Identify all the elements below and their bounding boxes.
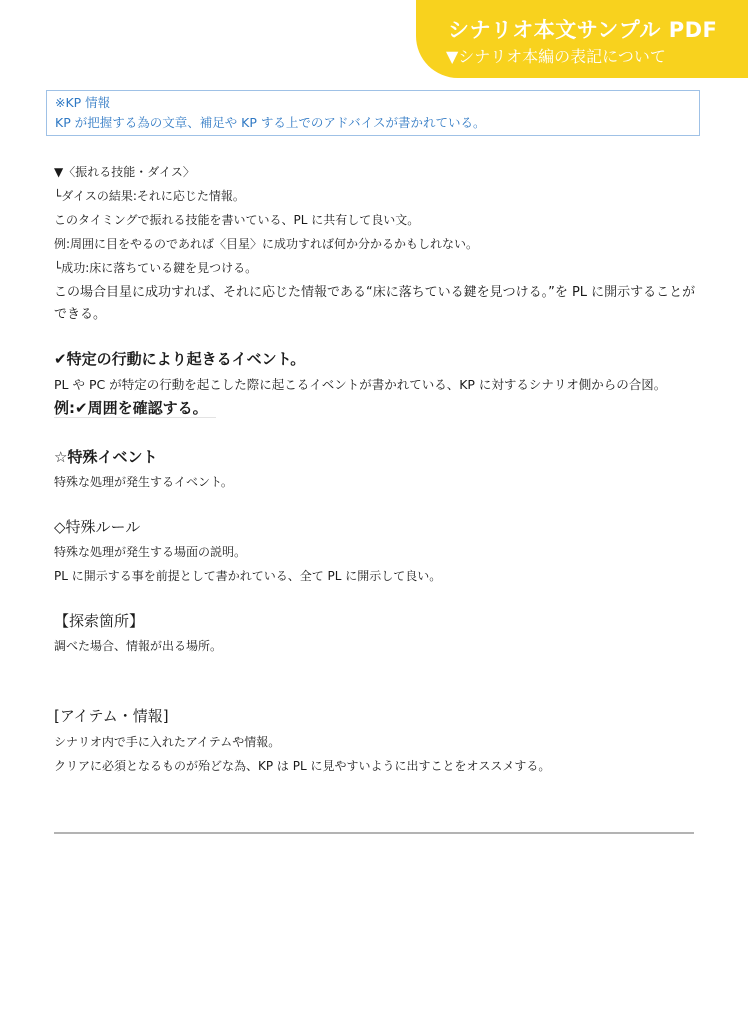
- special-rule-heading: ◇特殊ルール: [54, 518, 141, 536]
- skill-line-2: このタイミングで振れる技能を書いている、PL に共有して良い文。: [54, 213, 420, 227]
- event-text: PL や PC が特定の行動を起こした際に起こるイベントが書かれている、KP に対するシナリオ側からの合図。: [54, 377, 667, 392]
- event-example-text: 例:✔周囲を確認する。: [54, 399, 216, 418]
- skill-line-1: └ダイスの結果:それに応じた情報。: [54, 189, 245, 203]
- skill-heading: ▼〈振れる技能・ダイス〉: [54, 165, 195, 179]
- event-heading: ✔特定の行動により起きるイベント。: [54, 350, 306, 368]
- skill-line-4: └成功:床に落ちている鍵を見つける。: [54, 261, 258, 275]
- item-heading: [アイテム・情報]: [54, 707, 169, 725]
- search-text: 調べた場合、情報が出る場所。: [54, 639, 223, 653]
- event-example: [54, 399, 216, 417]
- special-event-text: 特殊な処理が発生するイベント。: [54, 475, 233, 489]
- special-rule-line-1: 特殊な処理が発生する場面の説明。: [54, 545, 247, 559]
- bottom-divider: [54, 832, 694, 834]
- kp-info-box: [46, 90, 700, 136]
- kp-info-title: ※KP 情報: [55, 95, 111, 110]
- skill-line-5: この場合目星に成功すれば、それに応じた情報である“床に落ちている鍵を見つける。”を PL に開示することができる。: [54, 285, 696, 322]
- document-title: シナリオ本文サンプル PDF: [448, 18, 718, 42]
- skill-line-3: 例:周囲に目をやるのであれば〈目星〉に成功すれば何か分かるかもしれない。: [54, 237, 479, 251]
- search-heading: 【探索箇所】: [54, 612, 145, 630]
- special-event-heading: ☆特殊イベント: [54, 448, 158, 466]
- document-subtitle: ▼シナリオ本編の表記について: [446, 47, 666, 66]
- item-line-1: シナリオ内で手に入れたアイテムや情報。: [54, 735, 281, 749]
- kp-info-text: KP が把握する為の文章、補足や KP する上でのアドバイスが書かれている。: [55, 115, 486, 130]
- special-rule-line-2: PL に開示する事を前提として書かれている、全て PL に開示して良い。: [54, 569, 442, 583]
- item-line-2: クリアに必須となるものが殆どな為、KP は PL に見やすいように出すことをオススメする。: [54, 759, 551, 773]
